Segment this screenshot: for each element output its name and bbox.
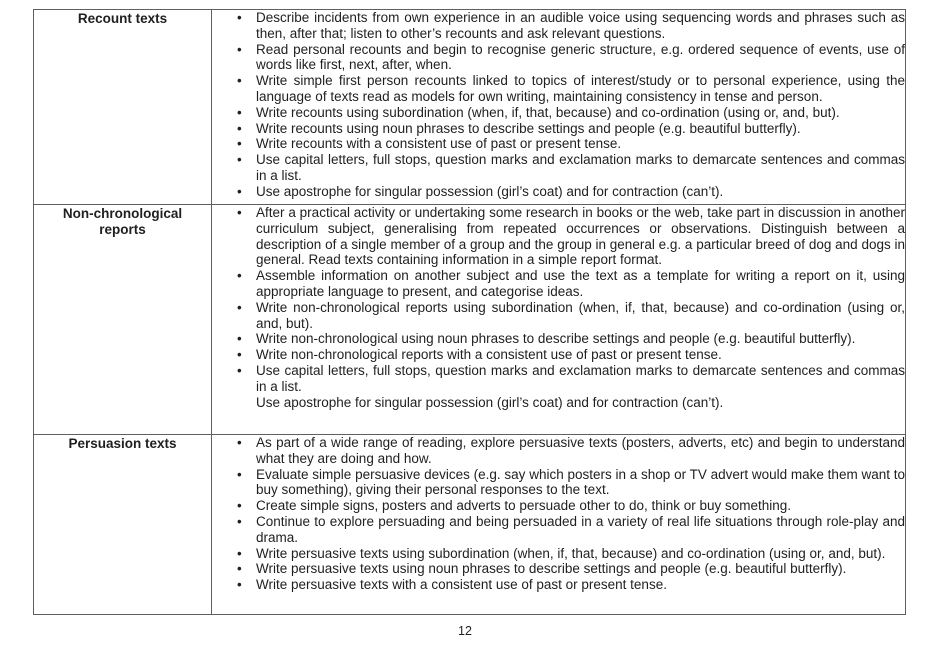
bullet-item: • Write persuasive texts using subordination (when, if, that, because) and co-ordination (using or, and, but). bbox=[212, 546, 905, 562]
row-header-cell bbox=[34, 205, 212, 435]
bullet-item: • Write non-chronological reports using subordination (when, if, that, because) and co-ordination (using or, and, but). bbox=[212, 300, 905, 332]
bullet-item: • Use capital letters, full stops, question marks and exclamation marks to demarcate sentences and commas in a list. bbox=[212, 152, 905, 184]
curriculum-table bbox=[33, 9, 906, 615]
table-row bbox=[34, 435, 906, 615]
bullet-item: • Write recounts with a consistent use of past or present tense. bbox=[212, 136, 905, 152]
row-content-cell bbox=[212, 435, 906, 615]
table-body bbox=[34, 10, 906, 615]
bullet-item: • Read personal recounts and begin to recognise generic structure, e.g. ordered sequence of events, use of words like first, next, after, when. bbox=[212, 42, 905, 74]
row-header-cell bbox=[34, 435, 212, 615]
bullet-item: • Evaluate simple persuasive devices (e.g. say which posters in a shop or TV advert would make them want to buy something), giving their personal responses to the text. bbox=[212, 467, 905, 499]
bullet-item: Use apostrophe for singular possession (girl’s coat) and for contraction (can’t). bbox=[256, 394, 724, 410]
bullet-item: • Write recounts using noun phrases to describe settings and people (e.g. beautiful butterfly). bbox=[212, 121, 905, 137]
page-number: 12 bbox=[458, 624, 472, 638]
bullet-list bbox=[212, 10, 905, 200]
bullet-item: • Write recounts using subordination (when, if, that, because) and co-ordination (using or, and, but). bbox=[212, 105, 905, 121]
bullet-item: • After a practical activity or undertaking some research in books or the web, take part in discussion in another curriculum subject, generalising from repeated occurrences or observations. Distinguish between a description of a single member of a group and the group in general e.g. a particular breed of dog and dogs in general. Read texts containing information in a simple report format. bbox=[212, 205, 905, 268]
bullet-item: • Use capital letters, full stops, question marks and exclamation marks to demarcate sentences and commas in a list. bbox=[212, 363, 905, 395]
bullet-list bbox=[212, 205, 905, 410]
bullet-item: • Write simple first person recounts linked to topics of interest/study or to personal experience, using the language of texts read as models for own writing, maintaining consistency in tense and person. bbox=[212, 73, 905, 105]
row-content-cell bbox=[212, 205, 906, 435]
bullet-list bbox=[212, 435, 905, 593]
table-row bbox=[34, 10, 906, 205]
bullet-item: • Assemble information on another subject and use the text as a template for writing a report on it, using appropriate language to present, and categorise ideas. bbox=[212, 268, 905, 300]
bullet-item: • Write non-chronological reports with a consistent use of past or present tense. bbox=[212, 347, 905, 363]
bullet-item: • Use apostrophe for singular possession (girl’s coat) and for contraction (can’t). bbox=[212, 184, 905, 200]
row-header: Non-chronological reports bbox=[62, 206, 183, 237]
table-row bbox=[34, 205, 906, 435]
row-header-cell bbox=[34, 10, 212, 205]
row-header: Recount texts bbox=[77, 11, 168, 26]
row-header: Persuasion texts bbox=[68, 436, 177, 451]
bullet-item: • Write non-chronological using noun phrases to describe settings and people (e.g. beautiful butterfly). bbox=[212, 331, 905, 347]
bullet-item: • Continue to explore persuading and being persuaded in a variety of real life situations through role-play and drama. bbox=[212, 514, 905, 546]
row-content-cell bbox=[212, 10, 906, 205]
bullet-item: • Describe incidents from own experience in an audible voice using sequencing words and phrases such as then, after that; listen to other’s recounts and ask relevant questions. bbox=[212, 10, 905, 42]
bullet-item: • Create simple signs, posters and adverts to persuade other to do, think or buy something. bbox=[212, 498, 905, 514]
bullet-item: • Write persuasive texts with a consistent use of past or present tense. bbox=[212, 577, 905, 593]
bullet-item: • Write persuasive texts using noun phrases to describe settings and people (e.g. beautiful butterfly). bbox=[212, 561, 905, 577]
bullet-item: • As part of a wide range of reading, explore persuasive texts (posters, adverts, etc) and begin to understand what they are doing and how. bbox=[212, 435, 905, 467]
